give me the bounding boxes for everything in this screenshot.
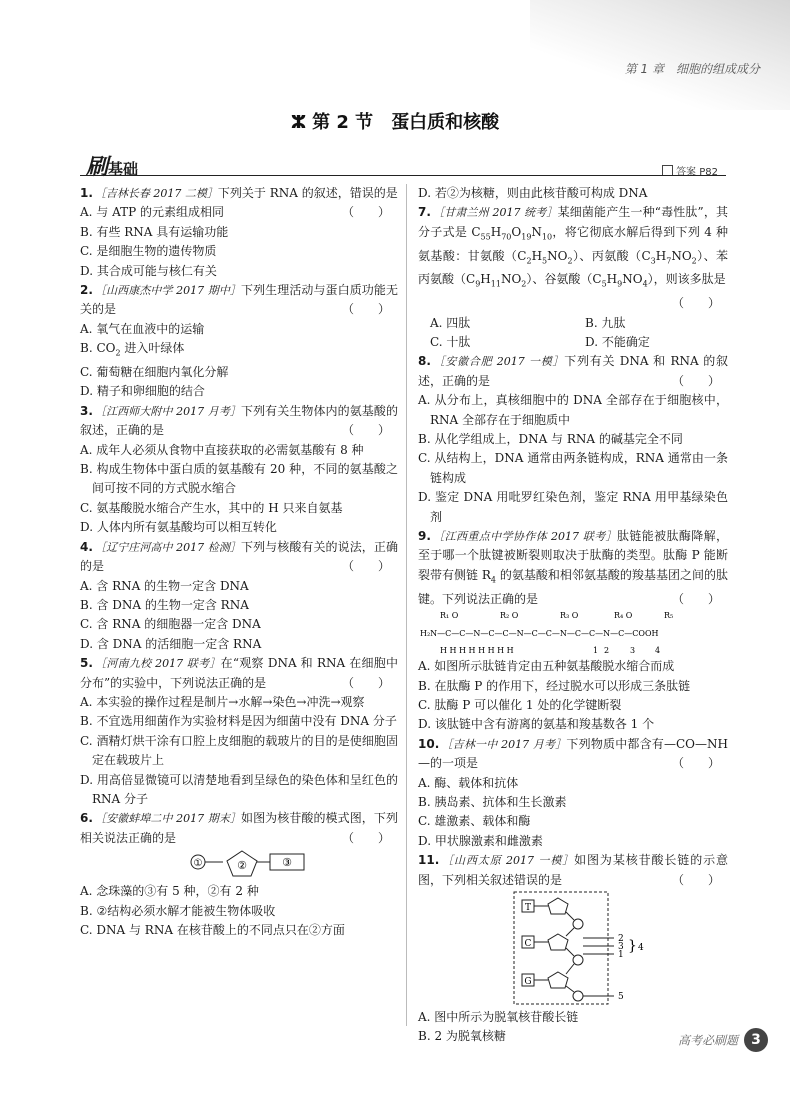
option: A. 本实验的操作过程是制片→水解→染色→冲洗→观察 [80,694,365,709]
question-4: 4. ［辽宁庄河高中 2017 检测］下列与核酸有关的说法，正确的是 （ ） A. 含 RNA 的生物一定含 DNA B. 含 DNA 的生物一定含 RNA C. 含 RNA 的细胞器一定含 DNA D. 含 DNA 的活细胞一定含 RNA [80,538,398,654]
peptide-chain-figure [418,609,728,657]
option: A. 图中所示为脱氧核苷酸长链 [418,1009,579,1024]
option: C. 十肽 [430,335,471,350]
question-9: 9. ［江西重点中学协作体 2017 联考］肽链能被肽酶降解，至于哪一个肽键被断裂则取决于肽酶的类型。肽酶 P 能断裂带有侧链 $R_4$ 的氨基酸和相邻氨基酸的羧基基团之间的肽键。下列说法正确的是 （ ） H₂N—C—C—N—C—C—N—C—C—N—C—C—N—C—COOH R₁ O R₂ O R₃ O R₄ O R₅ H H H H H H H H 1 2 3 4 A. 如图所示肽链肯定由五种氨基酸脱水缩合而成 B. 在肽酶 P 的作用下，经过脱水可以形成三条肽链 C. 肽酶 P 可以催化 1 处的化学键断裂 D. 该肽链中含有游离的氨基和羧基数各 1 个 [418,527,728,735]
option: B. ②结构必须水解才能被生物体吸收 [80,903,276,918]
svg-text:1: 1 [593,646,599,656]
option: B. $CO_2$ 进入叶绿体 [80,341,185,358]
header-brush-decoration [530,0,790,110]
option: B. 从化学组成上，DNA 与 RNA 的碱基完全不同 [418,432,683,447]
column-divider [406,184,407,1026]
option: D. 鉴定 DNA 用吡罗红染色剂，鉴定 RNA 用甲基绿染色剂 [418,490,728,524]
page-number: 3 [744,1028,768,1052]
option: D. 该肽链中含有游离的氨基和羧基数各 1 个 [418,717,655,732]
question-8: 8. ［安徽合肥 2017 一模］下列有关 DNA 和 RNA 的叙述，正确的是 （ ） A. 从分布上，真核细胞中的 DNA 全部存在于细胞核中，RNA 全部存在于细胞质中 B. 从化学组成上，DNA 与 RNA 的碱基完全不同 C. 从结构上，DNA 通常由两条链构成，RNA 通常由一条链构成 D. 鉴定 DNA 用吡罗红染色剂，鉴定 RNA 用甲基绿染色剂 [418,352,728,527]
chapter-header: 第 1 章 细胞的组成成分 [624,62,760,76]
option: A. 氧气在血液中的运输 [80,321,205,336]
question-10: 10. ［吉林一中 2017 月考］下列物质中都含有—CO—NH—的一项是 （ ） A. 酶、载体和抗体 B. 胰岛素、抗体和生长激素 C. 雄激素、载体和酶 D. 甲状腺激素和雌激素 [418,735,728,851]
option: B. 九肽 [585,315,626,330]
base-label: ③ [282,856,292,870]
answer-reference: 答案 P82 [662,163,718,178]
option: A. 成年人必须从食物中直接获取的必需氨基酸有 8 种 [80,442,364,457]
option: B. 不宜选用细菌作为实验材料是因为细菌中没有 DNA 分子 [80,714,397,729]
option: D. 含 DNA 的活细胞一定含 RNA [80,636,262,651]
option: A. 念珠藻的③有 5 种，②有 2 种 [80,884,259,899]
option: C. 氨基酸脱水缩合产生水，其中的 H 只来自氨基 [80,500,343,515]
option: C. 含 RNA 的细胞器一定含 DNA [80,617,261,632]
svg-text:H₂N—C—C—N—C—C—N—C—C—N—C—C—N—C—: H₂N—C—C—N—C—C—N—C—C—N—C—C—N—C—COOH [420,629,659,639]
option: D. 用高倍显微镜可以清楚地看到呈绿色的染色体和呈红色的 RNA 分子 [80,772,398,806]
option: C. 是细胞生物的遗传物质 [80,244,217,259]
option: C. 雄激素、载体和酶 [418,814,531,829]
basic-label: 刷基础 [86,155,139,180]
header-rule [80,175,726,176]
nucleotide-chain-figure [418,890,728,1008]
option: C. 酒精灯烘干涂有口腔上皮细胞的载玻片的目的是使细胞固定在载玻片上 [80,733,398,768]
svg-text:H H H H H: H H H H H H H H [440,646,514,656]
svg-text:5: 5 [618,991,624,1002]
question-6: 6. ［安徽蚌埠二中 2017 期末］如图为核苷酸的模式图，下列相关说法正确的是 （ ） ① ② ③ A. 念珠藻的③有 5 种，②有 2 种 B. ②结构必须水解才能被生物体吸收 C. DNA 与 RNA 在核苷酸上的不同点只在②方面 [80,809,398,940]
question-7: 7. ［甘肃兰州 2017 统考］某细菌能产生一种“毒性肽”，其分子式是 $C_{55}H_{70}O_{19}N_{10}$，将它彻底水解后得到下列 4 种氨基酸：甘氨酸$(C_2H_5NO_2)$、丙氨酸$(C_3H_7NO_2)$、苯丙氨酸$(C_9H_{11}NO_2)$、谷氨酸$(C_5H_9NO_4)$，则该多肽是 （ ） A. 四肽 B. 九肽 C. 十肽 D. 不能确定 [418,203,728,352]
svg-text:3: 3 [618,941,624,952]
right-column [418,184,728,1047]
option: B. 有些 RNA 具有运输功能 [80,224,229,239]
option: D. 甲状腺激素和雌激素 [418,833,543,848]
svg-text:3: 3 [630,646,636,656]
question-3: 3. ［江西师大附中 2017 月考］下列有关生物体内的氨基酸的叙述，正确的是 （ ） A. 成年人必须从食物中直接获取的必需氨基酸有 8 种 B. 构成生物体中蛋白质的氨基酸有 20 种，不同的氨基酸之间可按不同的方式脱水缩合 C. 氨基酸脱水缩合产生水，其中的 H 只来自氨基 D. 人体内所有氨基酸均可以相互转化 [80,402,398,538]
option: A. 酶、载体和抗体 [418,775,519,790]
nucleotide-chain-diagram [418,890,728,1008]
nucleotide-figure [80,848,398,882]
option: A. 如图所示肽链肯定由五种氨基酸脱水缩合而成 [418,659,675,674]
option: D. 人体内所有氨基酸均可以相互转化 [80,520,277,535]
option: A. 与 ATP 的元素组成相同 [80,205,225,220]
svg-text:1: 1 [618,949,624,960]
svg-text:G: G [524,976,532,987]
left-column [80,184,398,940]
phosphate-label: ① [193,858,203,870]
svg-text:R₂ O: R₂ O [500,611,519,621]
option: D. 若②为核糖，则由此核苷酸可构成 DNA [418,186,648,200]
svg-text:C: C [524,938,532,949]
option: D. 不能确定 [585,335,650,350]
option: A. 含 RNA 的生物一定含 DNA [80,578,249,593]
question-5: 5. ［河南九校 2017 联考］在“观察 DNA 和 RNA 在细胞中分布”的实验中，下列说法正确的是 （ ） A. 本实验的操作过程是制片→水解→染色→冲洗→观察 B. 不宜选用细菌作为实验材料是因为细菌中没有 DNA 分子 C. 酒精灯烘干涂有口腔上皮细胞的载玻片的目的是使细胞固定在载玻片上 D. 用高倍显微镜可以清楚地看到呈绿色的染色体和呈红色的 RNA 分子 [80,654,398,809]
option: C. 葡萄糖在细胞内氧化分解 [80,365,229,380]
peptide-chain-diagram [418,609,728,657]
option: B. 构成生物体中蛋白质的氨基酸有 20 种，不同的氨基酸之间可按不同的方式脱水缩合 [80,462,398,496]
svg-text:4: 4 [638,942,644,953]
option: C. 肽酶 P 可以催化 1 处的化学键断裂 [418,697,622,712]
option: A. 四肽 [430,315,471,330]
svg-text:2: 2 [604,646,610,656]
section-mark-icon: ⵣ [290,112,307,133]
option: D. 精子和卵细胞的结合 [80,384,205,399]
question-9-stem: 肽链能被肽酶降解，至于哪一个肽键被断裂则取决于肽酶的类型。肽酶 P 能断裂带有侧链 $R_4$ 的氨基酸和相邻氨基酸的羧基基团之间的肽键。下列说法正确的是 [418,529,728,606]
svg-text:2: 2 [618,933,624,944]
option: A. 从分布上，真核细胞中的 DNA 全部存在于细胞核中，RNA 全部存在于细胞质中 [418,393,728,427]
question-2: 2. ［山西康杰中学 2017 期中］下列生理活动与蛋白质功能无关的是 （ ） A. 氧气在血液中的运输 B. $CO_2$ 进入叶绿体 C. 葡萄糖在细胞内氧化分解 D. 精子和卵细胞的结合 [80,281,398,402]
option: B. 在肽酶 P 的作用下，经过脱水可以形成三条肽链 [418,678,691,693]
option: B. 含 DNA 的生物一定含 RNA [80,597,249,612]
section-title: ⵣ 第 2 节 蛋白质和核酸 [290,112,500,133]
question-1: 1. ［吉林长春 2017 二模］下列关于 RNA 的叙述，错误的是 （ ） A. 与 ATP 的元素组成相同 B. 有些 RNA 具有运输功能 C. 是细胞生物的遗传物质 D. 其合成可能与核仁有关 [80,184,398,281]
svg-text:R₁ O: R₁ O [440,611,459,621]
nucleotide-diagram [80,848,398,882]
svg-text:R₄ O: R₄ O [614,611,633,621]
svg-text:R₃ O: R₃ O [560,611,579,621]
sugar-label: ② [237,859,247,873]
option: B. 胰岛素、抗体和生长激素 [418,794,567,809]
question-7-stem: 某细菌能产生一种“毒性肽”，其分子式是 $C_{55}H_{70}O_{19}N_{10}$，将它彻底水解后得到下列 4 种氨基酸：甘氨酸$(C_2H_5NO_2)$、丙氨酸$(C_3H_7NO_2)$、苯丙氨酸$(C_9H_{11}NO_2)$、谷氨酸$(C_5H_9NO_4)$，则该多肽是 [418,205,729,289]
svg-text:4: 4 [655,646,661,656]
page-footer: 高考必刷题 3 [678,1028,768,1052]
option: B. 2 为脱氧核糖 [418,1029,506,1044]
option: D. 其合成可能与核仁有关 [80,263,217,278]
option: C. 从结构上，DNA 通常由两条链构成，RNA 通常由一条链构成 [418,451,728,485]
option: C. DNA 与 RNA 在核苷酸上的不同点只在②方面 [80,923,345,938]
question-11: 11. ［山西太原 2017 一模］如图为某核苷酸长链的示意图，下列相关叙述错误的是 （ ） T C G 2 3 1 } 4 5 A. 图中所示为脱氧核苷酸长链 B. 2 为脱氧核糖 [418,851,728,1047]
svg-text:T: T [524,902,532,913]
svg-text:}: } [628,937,637,954]
svg-text:R₅: R₅ [664,611,674,621]
